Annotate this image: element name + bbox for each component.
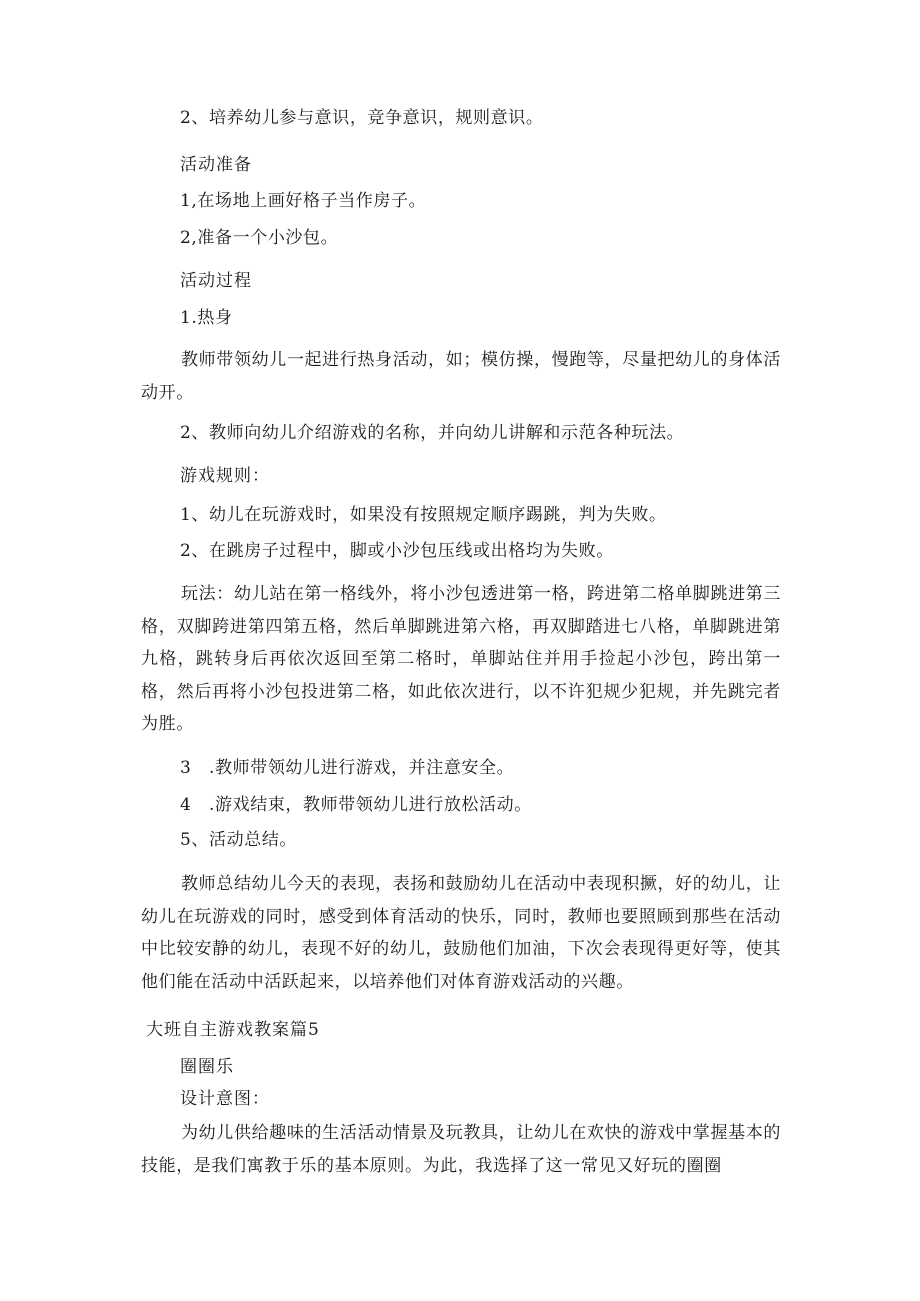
step-3: 3 .教师带领幼儿进行游戏，并注意安全。	[180, 758, 515, 778]
rule-2: 2、在跳房子过程中，脚或小沙包压线或出格均为失败。	[180, 541, 614, 561]
prep-item-1: 1,在场地上画好格子当作房子。	[180, 191, 427, 211]
section-title: 大班自主游戏教案篇5	[146, 1020, 320, 1040]
rule-1: 1、幼儿在玩游戏时，如果没有按照规定顺序踢跳，判为失败。	[180, 505, 667, 525]
step-4: 4 .游戏结束，教师带领幼儿进行放松活动。	[180, 795, 532, 815]
step-5: 5、活动总结。	[180, 830, 298, 850]
heading-preparation: 活动准备	[180, 155, 252, 175]
summary-paragraph: 教师总结幼儿今天的表现，表扬和鼓励幼儿在活动中表现积撅，好的幼儿，让幼儿在玩游戏的同时，感受到体育活动的快乐，同时，教师也要照顾到那些在活动中比较安静的幼儿，表现不好的幼儿，鼓励他们加油，下次会表现得更好等，使其他们能在活动中活跃起来，以培养他们对体育游戏活动的兴趣。	[141, 874, 781, 992]
prep-item-2: 2,准备一个小沙包。	[180, 228, 339, 248]
play-method-paragraph: 玩法：幼儿站在第一格线外，将小沙包透进第一格，跨进第二格单脚跳进第三格，双脚跨进第四第五格，然后单脚跳进第六格，再双脚踏进七八格，单脚跳进第九格，跳转身后再依次返回至第二格时，单脚站住并用手捡起小沙包，跨出第一格，然后再将小沙包投进第二格，如此依次进行，以不许犯规少犯规，并先跳完者为胜。	[141, 584, 781, 734]
warmup-paragraph: 教师带领幼儿一起进行热身活动，如；模仿操，慢跑等，尽量把幼儿的身体活动开。	[141, 350, 781, 403]
goal-item-2: 2、培养幼儿参与意识，竞争意识，规则意识。	[180, 108, 544, 128]
heading-process: 活动过程	[180, 271, 252, 291]
heading-design-intent: 设计意图：	[180, 1089, 270, 1109]
step-2: 2、教师向幼儿介绍游戏的名称，并向幼儿讲解和示范各种玩法。	[180, 423, 685, 443]
design-intent-paragraph: 为幼儿供给趣味的生活活动情景及玩教具，让幼儿在欢快的游戏中掌握基本的技能，是我们寓教于乐的基本原则。为此，我选择了这一常见又好玩的圈圈	[141, 1123, 781, 1176]
heading-rules: 游戏规则：	[180, 466, 270, 486]
game-title: 圈圈乐	[180, 1057, 234, 1077]
step-1-warmup: 1.热身	[180, 308, 233, 328]
